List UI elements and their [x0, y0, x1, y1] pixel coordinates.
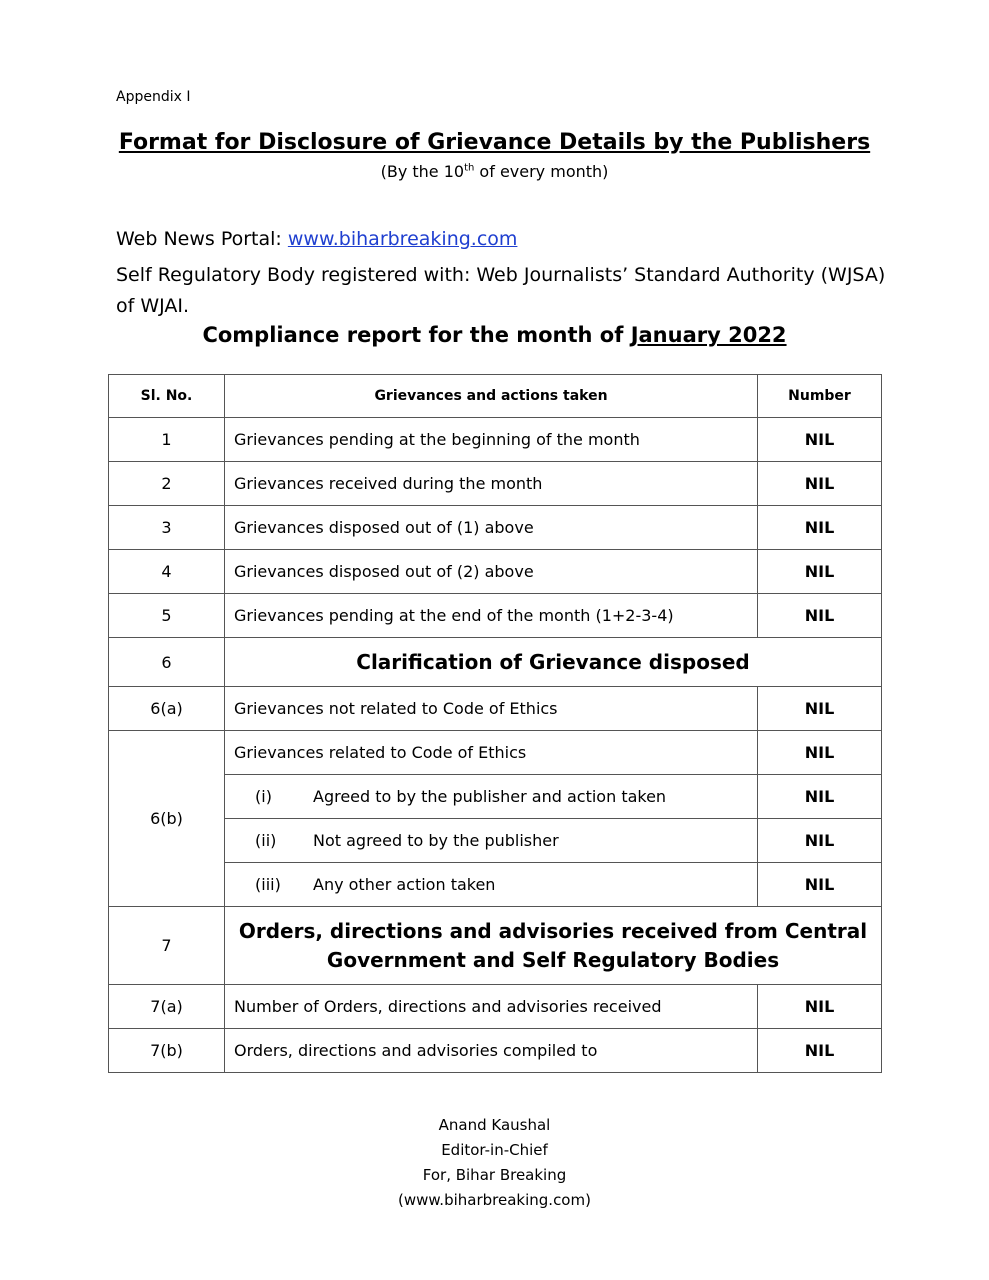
- table-row-6a: [109, 687, 882, 731]
- sub-row: [109, 775, 882, 819]
- row-desc: Grievances disposed out of (2) above: [225, 550, 758, 594]
- portal-label: Web News Portal:: [116, 228, 288, 250]
- sub-row-desc: [225, 775, 758, 819]
- row-number: NIL: [758, 418, 882, 462]
- table-row: [109, 418, 882, 462]
- table-row: [109, 462, 882, 506]
- signature-role: Editor-in-Chief: [441, 1141, 548, 1159]
- row-sl: 3: [109, 506, 225, 550]
- section-7-row: [109, 907, 882, 985]
- header-number: Number: [758, 375, 882, 418]
- appendix-label: Appendix I: [116, 89, 191, 105]
- table-row-7a: [109, 985, 882, 1029]
- signature-site: (www.biharbreaking.com): [398, 1191, 591, 1209]
- row-number: NIL: [758, 550, 882, 594]
- row-number: NIL: [758, 462, 882, 506]
- sub-row-text: Not agreed to by the publisher: [313, 831, 559, 850]
- row-sl: 6(a): [109, 687, 225, 731]
- row-number: NIL: [758, 687, 882, 731]
- row-number: NIL: [758, 506, 882, 550]
- subtitle-sup: th: [464, 162, 475, 174]
- section-7-title-line1: Orders, directions and advisories received from Central: [238, 918, 868, 943]
- table-row-6b: [109, 731, 882, 775]
- row-desc: Orders, directions and advisories compiled to: [225, 1029, 758, 1073]
- row-sl: 7(a): [109, 985, 225, 1029]
- sub-row-desc: [225, 819, 758, 863]
- document-subtitle: [0, 162, 989, 181]
- row-sl: 5: [109, 594, 225, 638]
- row-desc: Grievances not related to Code of Ethics: [225, 687, 758, 731]
- grievance-table: [108, 374, 882, 1073]
- subtitle-prefix: (By the 10: [380, 162, 465, 181]
- portal-link[interactable]: www.biharbreaking.com: [287, 228, 518, 250]
- row-number: NIL: [758, 594, 882, 638]
- section-6-sl: 6: [109, 638, 225, 687]
- row-sl: 1: [109, 418, 225, 462]
- sub-row-text: Any other action taken: [313, 875, 496, 894]
- row-desc: Grievances pending at the end of the month (1+2-3-4): [225, 594, 758, 638]
- table-row: [109, 506, 882, 550]
- signature-block: [0, 1113, 989, 1213]
- signature-org: For, Bihar Breaking: [422, 1166, 567, 1184]
- sub-row-index: (iii): [255, 875, 281, 894]
- row-number: NIL: [758, 985, 882, 1029]
- row-sl-6b: 6(b): [109, 731, 225, 907]
- sub-row: [109, 819, 882, 863]
- row-sl: 4: [109, 550, 225, 594]
- portal-line: [116, 228, 517, 250]
- header-sl-no: Sl. No.: [109, 375, 225, 418]
- sub-row-index: (i): [255, 787, 272, 806]
- table-row: [109, 594, 882, 638]
- report-month: January 2022: [630, 323, 787, 347]
- row-number: NIL: [758, 1029, 882, 1073]
- sub-row-desc: [225, 863, 758, 907]
- row-desc: Number of Orders, directions and advisories received: [225, 985, 758, 1029]
- row-desc: Grievances related to Code of Ethics: [225, 731, 758, 775]
- section-7-title: [225, 907, 882, 985]
- self-regulatory-body: Self Regulatory Body registered with: Web Journalists’ Standard Authority (WJSA) of WJAI.: [116, 264, 886, 317]
- row-sl: 7(b): [109, 1029, 225, 1073]
- section-6-row: [109, 638, 882, 687]
- sub-row-index: (ii): [255, 831, 277, 850]
- report-title-prefix: Compliance report for the month of: [202, 323, 631, 347]
- sub-row-text: Agreed to by the publisher and action taken: [313, 787, 667, 806]
- report-title: [0, 323, 989, 347]
- signature-name: Anand Kaushal: [438, 1116, 551, 1134]
- table-row-7b: [109, 1029, 882, 1073]
- row-desc: Grievances pending at the beginning of the month: [225, 418, 758, 462]
- section-7-title-line2: Government and Self Regulatory Bodies: [326, 947, 780, 972]
- header-grievances: Grievances and actions taken: [225, 375, 758, 418]
- row-desc: Grievances disposed out of (1) above: [225, 506, 758, 550]
- section-7-sl: 7: [109, 907, 225, 985]
- row-number: NIL: [758, 819, 882, 863]
- row-desc: Grievances received during the month: [225, 462, 758, 506]
- table-row: [109, 550, 882, 594]
- row-sl: 2: [109, 462, 225, 506]
- row-number: NIL: [758, 863, 882, 907]
- table-header-row: [109, 375, 882, 418]
- section-6-title: Clarification of Grievance disposed: [225, 638, 882, 687]
- sub-row: [109, 863, 882, 907]
- row-number: NIL: [758, 731, 882, 775]
- document-title: Format for Disclosure of Grievance Details by the Publishers: [118, 130, 871, 155]
- row-number: NIL: [758, 775, 882, 819]
- subtitle-suffix: of every month): [474, 162, 609, 181]
